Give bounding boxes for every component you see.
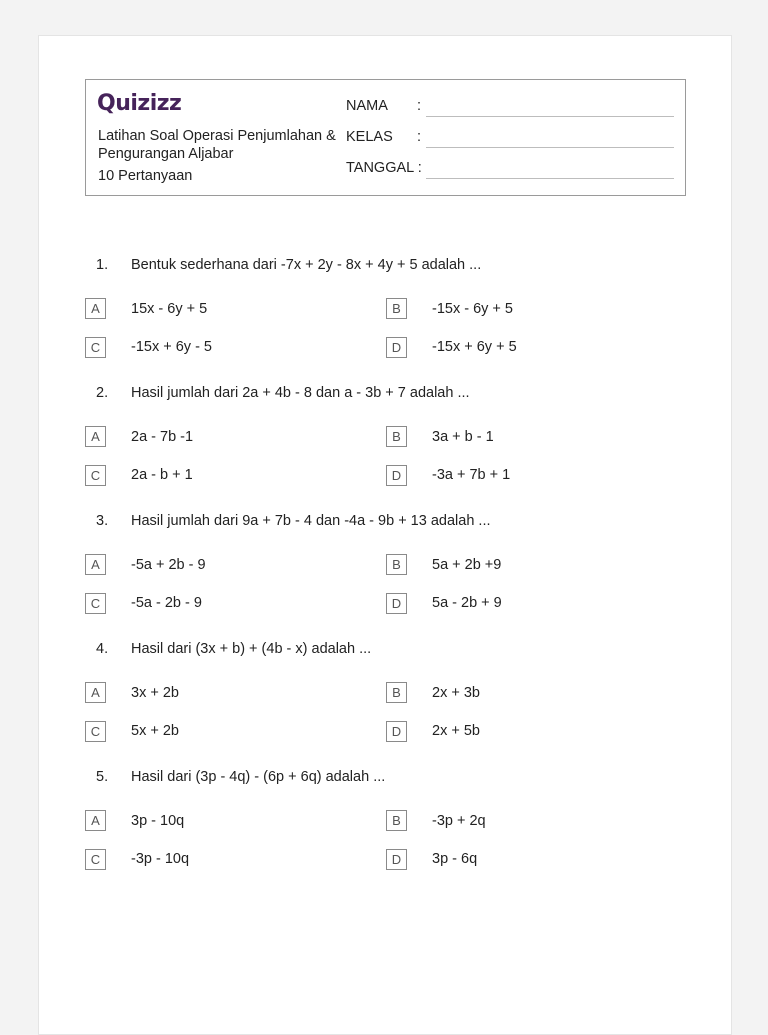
option-a-marker[interactable]: A (85, 298, 106, 319)
option-d-marker[interactable]: D (386, 849, 407, 870)
class-colon: : (417, 129, 422, 145)
option-d-text: -15x + 6y + 5 (432, 339, 517, 355)
quizizz-logo-mark (97, 89, 185, 115)
option-d-text: 3p - 6q (432, 851, 478, 867)
option-a-marker[interactable]: A (85, 810, 106, 831)
question-number: 5. (96, 769, 109, 785)
option-a-text: 15x - 6y + 5 (131, 301, 208, 317)
question-text: Hasil jumlah dari 2a + 4b - 8 dan a - 3b + 7 adalah ... (131, 385, 470, 401)
option-d-marker[interactable]: D (386, 721, 407, 742)
name-label: NAMA (346, 98, 388, 114)
quizizz-logo (97, 89, 185, 115)
option-c-text: -15x + 6y - 5 (131, 339, 212, 355)
option-b-text: 3a + b - 1 (432, 429, 494, 445)
class-field[interactable] (426, 147, 674, 148)
class-label: KELAS (346, 129, 393, 145)
option-c-text: -5a - 2b - 9 (131, 595, 202, 611)
option-d-marker[interactable]: D (386, 337, 407, 358)
name-field[interactable] (426, 116, 674, 117)
option-b-marker[interactable]: B (386, 682, 407, 703)
question-text: Hasil jumlah dari 9a + 7b - 4 dan -4a - 9b + 13 adalah ... (131, 513, 491, 529)
quizizz-logo-text: Quizizz (97, 91, 182, 115)
option-a-marker[interactable]: A (85, 426, 106, 447)
date-field[interactable] (426, 178, 674, 179)
question-text: Hasil dari (3x + b) + (4b - x) adalah ... (131, 641, 372, 657)
option-d-text: -3a + 7b + 1 (432, 467, 511, 483)
option-b-text: -3p + 2q (432, 813, 486, 829)
option-b-marker[interactable]: B (386, 554, 407, 575)
option-b-marker[interactable]: B (386, 426, 407, 447)
question-count: 10 Pertanyaan (98, 168, 193, 184)
question-number: 1. (96, 257, 109, 273)
option-b-marker[interactable]: B (386, 298, 407, 319)
question-number: 4. (96, 641, 109, 657)
option-b-text: 2x + 3b (432, 685, 480, 701)
option-a-text: 3x + 2b (131, 685, 179, 701)
option-a-marker[interactable]: A (85, 682, 106, 703)
option-c-marker[interactable]: C (85, 721, 106, 742)
option-d-text: 2x + 5b (432, 723, 480, 739)
option-c-text: -3p - 10q (131, 851, 190, 867)
option-c-marker[interactable]: C (85, 465, 106, 486)
option-b-marker[interactable]: B (386, 810, 407, 831)
option-c-marker[interactable]: C (85, 593, 106, 614)
question-number: 3. (96, 513, 109, 529)
question-number: 2. (96, 385, 109, 401)
option-d-marker[interactable]: D (386, 593, 407, 614)
option-b-text: 5a + 2b +9 (432, 557, 502, 573)
option-a-text: 2a - 7b -1 (131, 429, 194, 445)
option-c-text: 5x + 2b (131, 723, 179, 739)
option-c-marker[interactable]: C (85, 849, 106, 870)
option-a-marker[interactable]: A (85, 554, 106, 575)
option-d-text: 5a - 2b + 9 (432, 595, 502, 611)
option-b-text: -15x - 6y + 5 (432, 301, 513, 317)
option-c-marker[interactable]: C (85, 337, 106, 358)
option-a-text: 3p - 10q (131, 813, 185, 829)
date-label: TANGGAL : (346, 160, 422, 176)
name-colon: : (417, 98, 422, 114)
quiz-title: Latihan Soal Operasi Penjumlahan & Pengurangan Aljabar (98, 128, 336, 162)
option-d-marker[interactable]: D (386, 465, 407, 486)
question-text: Bentuk sederhana dari -7x + 2y - 8x + 4y + 5 adalah ... (131, 257, 482, 273)
option-a-text: -5a + 2b - 9 (131, 557, 206, 573)
option-c-text: 2a - b + 1 (131, 467, 193, 483)
question-text: Hasil dari (3p - 4q) - (6p + 6q) adalah ... (131, 769, 386, 785)
